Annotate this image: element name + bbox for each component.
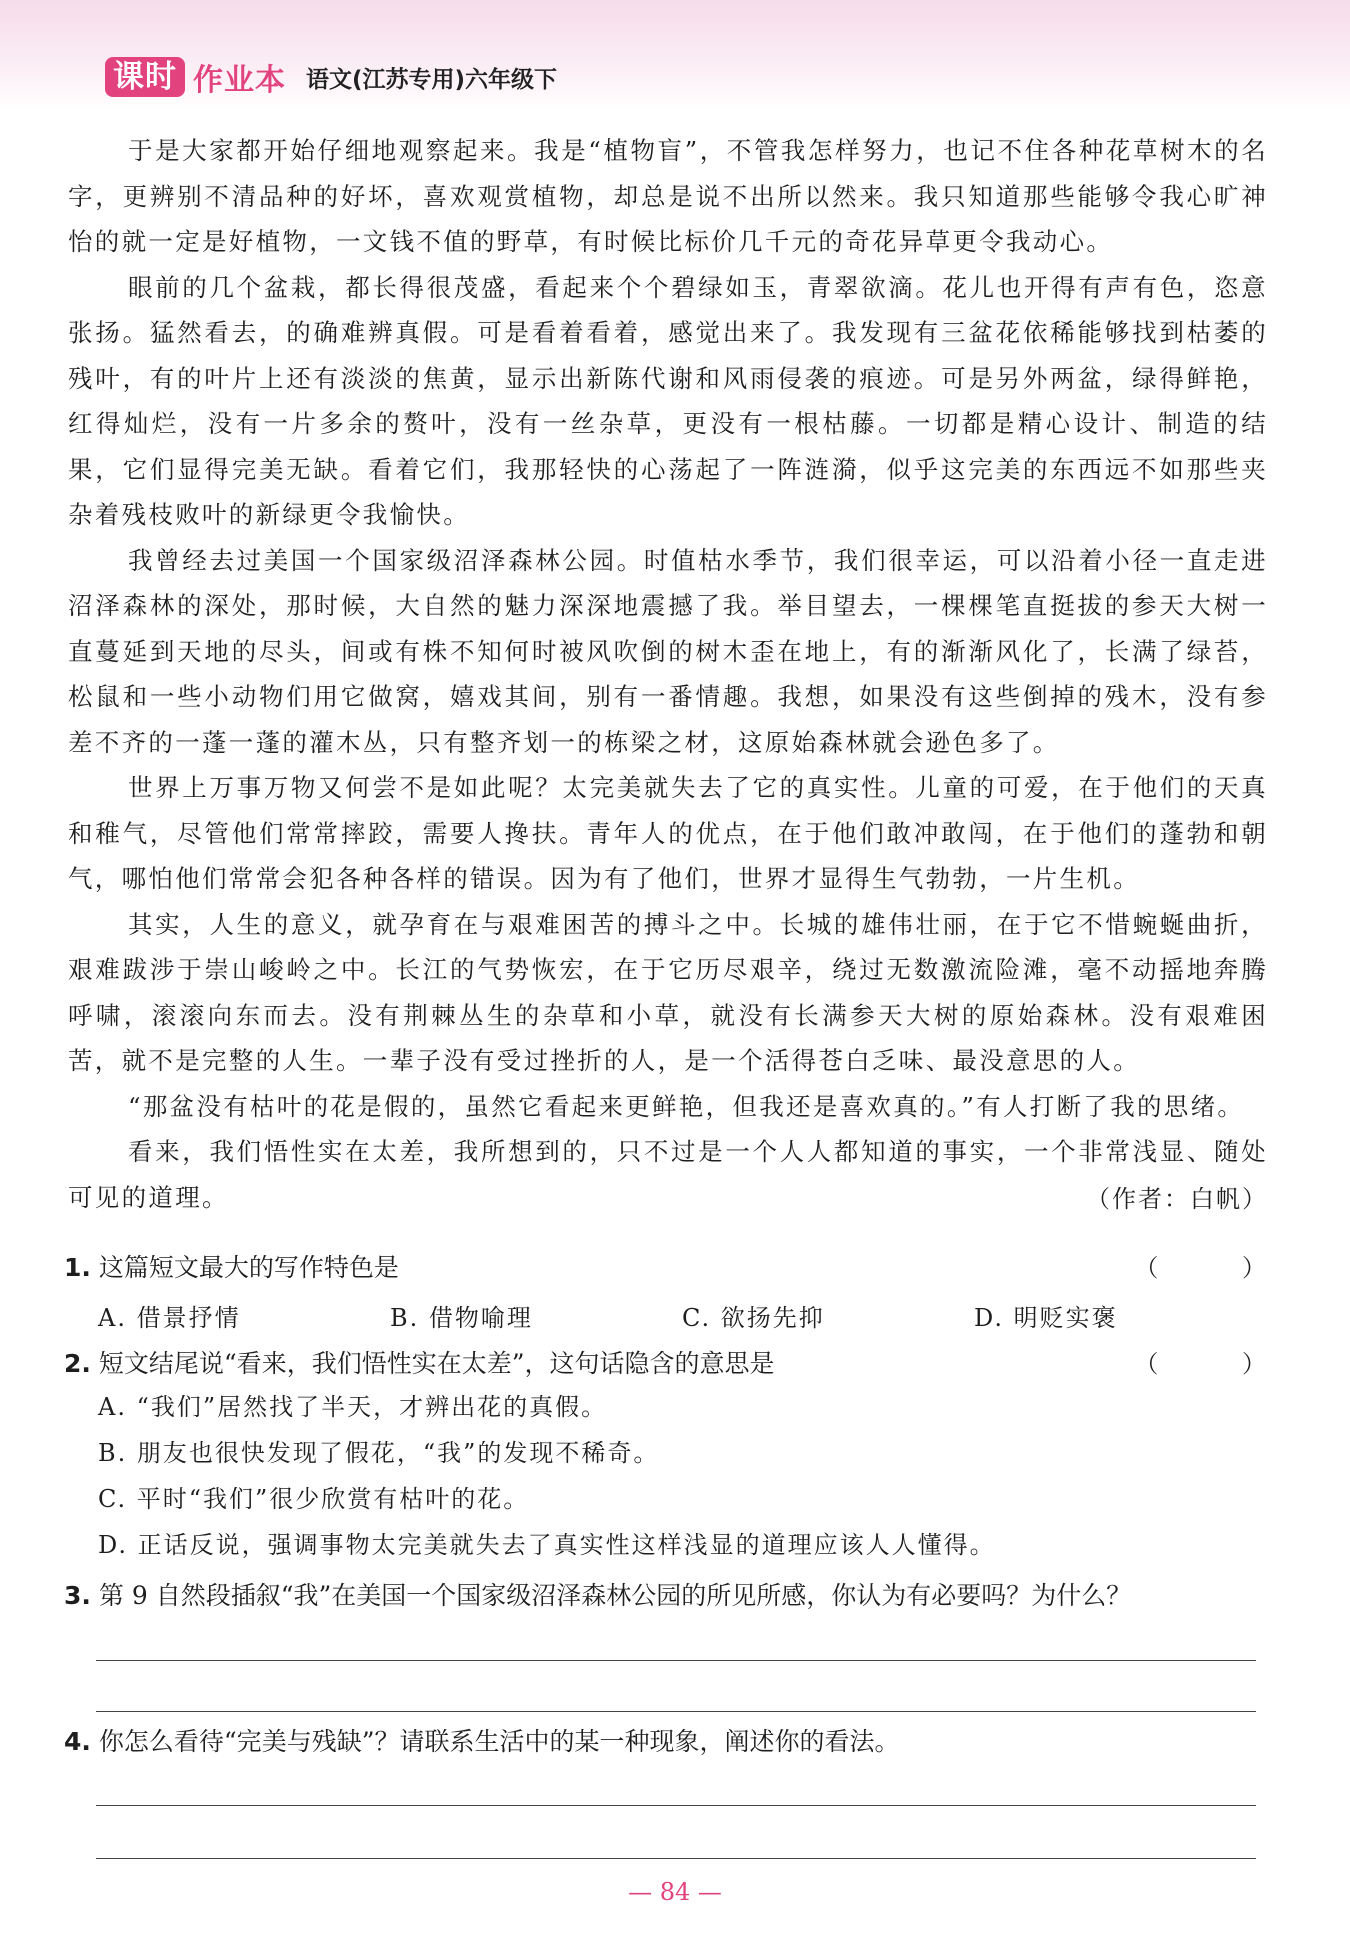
- reading-passage: [68, 128, 1268, 1218]
- logo-text: 作业本: [193, 63, 286, 98]
- subject-title: 语文(江苏专用)六年级下: [306, 66, 558, 93]
- option-a[interactable]: A. “我们”居然找了半天，才辨出花的真假。: [98, 1393, 608, 1421]
- paragraph: 世界上万事万物又何尝不是如此呢？太完美就失去了它的真实性。儿童的可爱，在于他们的天真和稚气，尽管他们常常摔跤，需要人搀扶。青年人的优点，在于他们敢冲敢闯，在于他们的蓬勃和朝气，哪怕他们常常会犯各种各样的错误。因为有了他们，世界才显得生气勃勃，一片生机。: [68, 773, 1268, 893]
- option-a[interactable]: A. 借景抒情: [98, 1304, 241, 1332]
- question-text: 第 9 自然段插叙“我”在美国一个国家级沼泽森林公园的所见所感，你认为有必要吗？为什么？: [98, 1581, 1132, 1610]
- question-4: [64, 1722, 1274, 1758]
- answer-line[interactable]: [96, 1711, 1256, 1712]
- paragraph: 其实，人生的意义，就孕育在与艰难困苦的搏斗之中。长城的雄伟壮丽，在于它不惜蜿蜒曲折，艰难跋涉于崇山峻岭之中。长江的气势恢宏，在于它历尽艰辛，绕过无数激流险滩，毫不动摇地奔腾呼啸，滚滚向东而去。没有荆棘丛生的杂草和小草，就没有长满参天大树的原始森林。没有艰难困苦，就不是完整的人生。一辈子没有受过挫折的人，是一个活得苍白乏味、最没意思的人。: [68, 909, 1268, 1075]
- question-number: 2.: [64, 1349, 91, 1378]
- question-number: 4.: [64, 1727, 91, 1756]
- question-1: [64, 1248, 1304, 1333]
- option-d[interactable]: D. 明贬实褒: [974, 1304, 1118, 1332]
- page-number: — 84 —: [628, 1878, 722, 1906]
- paragraph: 我曾经去过美国一个国家级沼泽森林公园。时值枯水季节，我们很幸运，可以沿着小径一直走进沼泽森林的深处，那时候，大自然的魅力深深地震撼了我。举目望去，一棵棵笔直挺拔的参天大树一直蔓延到天地的尽头，间或有株不知何时被风吹倒的树木歪在地上，有的渐渐风化了，长满了绿苔，松鼠和一些小动物们用它做窝，嬉戏其间，别有一番情趣。我想，如果没有这些倒掉的残木，没有参差不齐的一蓬一蓬的灌木丛，只有整齐划一的栋梁之材，这原始森林就会逊色多了。: [68, 545, 1268, 757]
- answer-line[interactable]: [96, 1660, 1256, 1661]
- question-2: [64, 1344, 1304, 1568]
- option-b[interactable]: B. 借物喻理: [390, 1304, 533, 1332]
- logo-badge: 课时: [105, 57, 185, 97]
- page-header: [105, 52, 557, 102]
- options-list: [64, 1384, 1274, 1568]
- question-text: 短文结尾说“看来，我们悟性实在太差”，这句话隐含的意思是: [98, 1349, 775, 1378]
- question-text: 这篇短文最大的写作特色是: [98, 1253, 399, 1282]
- question-number: 1.: [64, 1253, 91, 1282]
- paragraph: “那盆没有枯叶的花是假的，虽然它看起来更鲜艳，但我还是喜欢真的。”有人打断了我的思绪。: [128, 1091, 1245, 1121]
- paragraph: 看来，我们悟性实在太差，我所想到的，只不过是一个人人都知道的事实，一个非常浅显、随处可见的道理。: [68, 1137, 1268, 1212]
- question-3: [64, 1576, 1274, 1612]
- answer-blank[interactable]: （ ）: [1134, 1254, 1304, 1282]
- option-b[interactable]: B. 朋友也很快发现了假花，“我”的发现不稀奇。: [98, 1439, 660, 1467]
- question-number: 3.: [64, 1581, 91, 1610]
- option-c[interactable]: C. 平时“我们”很少欣赏有枯叶的花。: [98, 1485, 530, 1513]
- options-row: [64, 1298, 1274, 1333]
- paragraph: 眼前的几个盆栽，都长得很茂盛，看起来个个碧绿如玉，青翠欲滴。花儿也开得有声有色，恣意张扬。猛然看去，的确难辨真假。可是看着看着，感觉出来了。我发现有三盆花依稀能够找到枯萎的残叶，有的叶片上还有淡淡的焦黄，显示出新陈代谢和风雨侵袭的痕迹。可是另外两盆，绿得鲜艳，红得灿烂，没有一片多余的赘叶，没有一丝杂草，更没有一根枯藤。一切都是精心设计、制造的结果，它们显得完美无缺。看着它们，我那轻快的心荡起了一阵涟漪，似乎这完美的东西远不如那些夹杂着残枝败叶的新绿更令我愉快。: [68, 272, 1268, 529]
- author-credit: （作者：白帆）: [1086, 1185, 1268, 1213]
- option-d[interactable]: D. 正话反说，强调事物太完美就失去了真实性这样浅显的道理应该人人懂得。: [98, 1531, 996, 1559]
- answer-line[interactable]: [96, 1805, 1256, 1806]
- paragraph: 于是大家都开始仔细地观察起来。我是“植物盲”，不管我怎样努力，也记不住各种花草树木的名字，更辨别不清品种的好坏，喜欢观赏植物，却总是说不出所以然来。我只知道那些能够令我心旷神怡的就一定是好植物，一文钱不值的野草，有时候比标价几千元的奇花异草更令我动心。: [68, 136, 1268, 256]
- answer-blank[interactable]: （ ）: [1134, 1350, 1304, 1378]
- question-text: 你怎么看待“完美与残缺”？请联系生活中的某一种现象，阐述你的看法。: [98, 1727, 900, 1756]
- answer-line[interactable]: [96, 1858, 1256, 1859]
- option-c[interactable]: C. 欲扬先抑: [682, 1304, 825, 1332]
